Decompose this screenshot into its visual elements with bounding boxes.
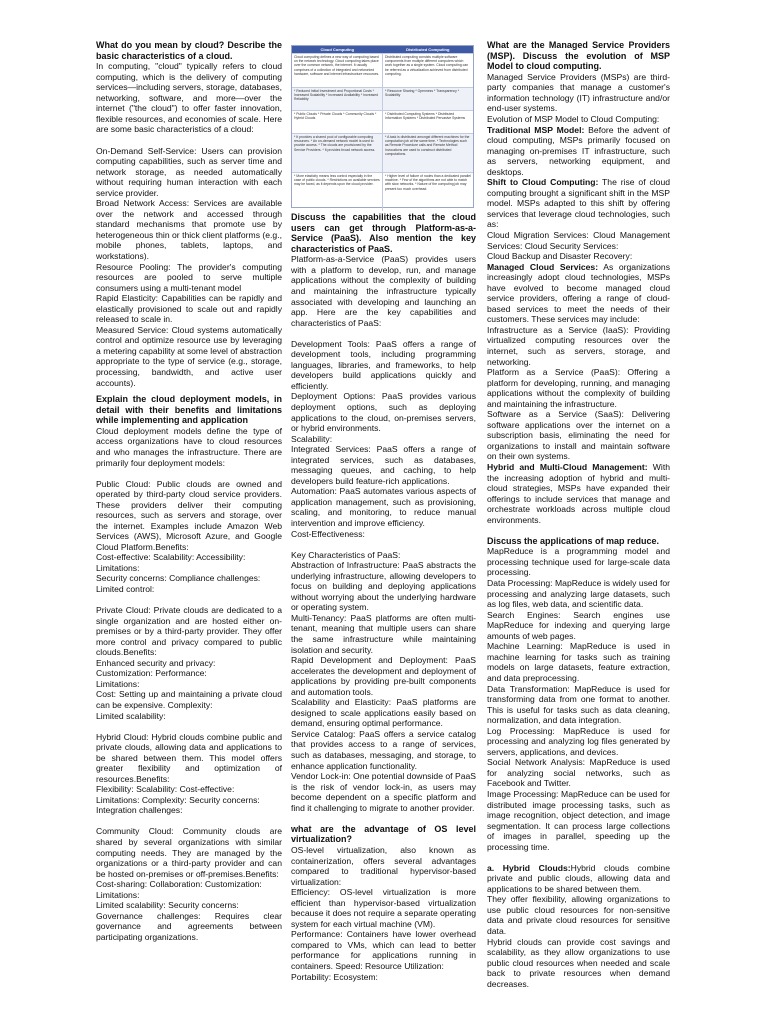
table-row — [292, 110, 473, 133]
paragraph: Platform-as-a-Service (PaaS) provides users with a platform to develop, run, and manage applications without the complexity of building and maintaining the infrastructure typically associated with developing and launching an app. Here are the key capabilities and characteristics of PaaS: — [291, 254, 476, 328]
table-row — [292, 133, 473, 172]
paragraph: OS-level virtualization, also known as containerization, offers several advantages compared to traditional hypervisor-based virtualization: — [291, 844, 476, 887]
paragraph: Evolution of MSP Model to Cloud Computing: — [487, 113, 660, 124]
paragraph: Hybrid Cloud: Hybrid clouds combine public and private clouds, allowing data and applications to be shared between them. This model offers greater flexibility and optimization of resources.Benefits: — [96, 731, 282, 784]
table-row — [292, 172, 473, 211]
list-item: Multi-Tenancy: PaaS platforms are often multi-tenant, meaning that multiple users can share the same infrastructure while maintaining isolation and security. — [291, 612, 476, 655]
comparison-table-image — [291, 45, 474, 208]
inline-text: Hybrid clouds combine private and public clouds, allowing data and applications to be shared between them. — [487, 862, 670, 894]
paragraph: Customization: Performance: — [96, 668, 207, 679]
paragraph: Private Cloud: Private clouds are dedicated to a single organization and are hosted either on-premises or by a third-party provider. They offer more control and privacy compared to public clouds.Benefits: — [96, 605, 282, 658]
paragraph — [487, 462, 670, 525]
list-item: Image Processing: MapReduce can be used for distributed image processing tasks, such as image recognition, object detection, and image segmentation. It can process large collections of images in parallel, speeding up the processing time. — [487, 788, 670, 852]
list-item: Development Tools: PaaS offers a range of development tools, including programming languages, libraries, and frameworks, to help developers build applications quickly and efficiently. — [291, 338, 476, 391]
table-cell: * More elasticity means less control especially in the case of public clouds. * Restrictions on available services may be faced, as it depends upon the cloud provider. — [292, 173, 383, 211]
paragraph: Enhanced security and privacy: — [96, 657, 216, 668]
table-cell: * Reduced Initial Investment and Proportional Costs * Increased Scalability * Increased Availability * Increased Reliability — [292, 88, 383, 110]
paragraph: Governance challenges: Requires clear governance and agreements between participating organizations. — [96, 910, 282, 942]
inline-text: Before the advent of cloud computing, MSPs primarily focused on managing on-premises IT infrastructure, such as servers, networking equipment, and desktops. — [487, 124, 670, 177]
column-right — [487, 40, 670, 989]
paragraph — [487, 177, 670, 230]
paragraph: Cloud Backup and Disaster Recovery: — [487, 251, 633, 262]
list-item: Vendor Lock-in: One potential downside of PaaS is the risk of vendor lock-in, as users may become dependent on a specific platform and find it challenging to migrate to another provider. — [291, 771, 476, 813]
table-cell: Distributed computing consists multiple software components from multiple different computers which work together as a single system. Cloud computing can be referred as a virtualization achieved from distributed computing. — [385, 55, 469, 76]
inline-text: The rise of cloud computing brought a significant shift in the MSP model. MSPs adapted to this shift by offering services that leverage cloud technologies, such as: — [487, 177, 670, 230]
table-cell: * It provides a shared pool of configurable computing resources. * An on-demand network model is used to provide access. * The clouds are provisioned by the Service Providers. * It provides broad network access. — [292, 134, 383, 172]
paragraph: Cost-effective: Scalability: Accessibility: — [96, 552, 246, 563]
table-header-cell: Distributed Computing — [406, 47, 450, 52]
list-item: Search Engines: Search engines use MapReduce for indexing and querying large amounts of web pages. — [487, 609, 670, 641]
table-row — [292, 53, 473, 87]
paragraph — [487, 125, 670, 178]
paragraph: Public Cloud: Public clouds are owned and operated by third-party cloud service providers. These providers deliver their computing resources, such as servers and storage, over the internet. Examples include Amazon Web Services (AWS), Microsoft Azure, and Google Cloud Platform.Benefits: — [96, 478, 282, 552]
table-cell: * A task is distributed amongst different machines for the computation job at the same time. * Technologies such as Remote Procedure calls and Remote Method Invocations are used to construct distributed computations. — [385, 135, 470, 156]
paragraph: Community Cloud: Community clouds are shared by several organizations with similar computing needs. They are managed by the organizations or a third-party provider and can be hosted on-premises or off-premises.Benefits: — [96, 826, 282, 879]
paragraph: Limited scalability: Security concerns: — [96, 900, 239, 911]
paragraph: Cost-sharing: Collaboration: Customization: — [96, 879, 262, 890]
paragraph: Limitations: — [96, 889, 140, 900]
paragraph: Key Characteristics of PaaS: — [291, 549, 401, 560]
table-header — [292, 46, 473, 53]
list-item: Cost-Effectiveness: — [291, 528, 365, 539]
bold-label: Hybrid and Multi-Cloud Management: — [487, 462, 648, 473]
table-cell: Cloud computing defines a new way of computing based on the network technology. Cloud computing takes place over the common network, the internet. It usually comprises of a collection of integrated and networked hardware, software and internet infrastructure resources. — [292, 54, 383, 87]
inline-text: With the increasing adoption of hybrid and multi-cloud strategies, MSPs have expanded their offerings to include services that manage and orchestrate workloads across multiple cloud environments. — [487, 462, 670, 525]
list-item: Data Transformation: MapReduce is used for transforming data from one format to another. This is useful for tasks such as data cleaning, normalization, and data integration. — [487, 683, 670, 726]
column-left — [96, 40, 282, 942]
paragraph: Security concerns: Compliance challenges: — [96, 573, 261, 584]
list-item: Automation: PaaS automates various aspects of application management, such as provisioning, scaling, and monitoring, to reduce manual intervention and improve efficiency. — [291, 486, 476, 528]
table-row — [292, 87, 473, 110]
list-item: Abstraction of Infrastructure: PaaS abstracts the underlying infrastructure, allowing developers to focus on building and deploying applications without worrying about the underlying hardware or operating system. — [291, 560, 476, 613]
list-item: Rapid Development and Deployment: PaaS accelerates the development and deployment of applications by providing pre-built components and automation tools. — [291, 655, 476, 697]
list-item: Broad Network Access: Services are available over the network and accessed through standard mechanisms that promote use by heterogeneous thin or thick client platforms (e.g., mobile phones, tablets, laptops, and workstations). — [96, 198, 282, 261]
inline-text: As organizations increasingly adopt cloud technologies, MSPs have evolved to become managed cloud service providers, offering a range of cloud-based services to meet the needs of their customers. These services may include: — [487, 261, 670, 325]
list-item: Data Processing: MapReduce is widely used for processing and analyzing large datasets, such as log files, web data, and scientific data. — [487, 578, 670, 610]
table-cell: * Resource Sharing * Openness * Transparency * Scalability — [385, 89, 460, 98]
list-item: Scalability: — [291, 433, 333, 444]
list-item: Efficiency: OS-level virtualization is more efficient than hypervisor-based virtualization because it does not require a separate operating system for each virtual machine (VM). — [291, 887, 476, 929]
paragraph: Cloud Migration Services: Cloud Management Services: Cloud Security Services: — [487, 229, 670, 251]
paragraph: Cost: Setting up and maintaining a private cloud can be expensive. Complexity: — [96, 689, 282, 710]
bold-label: Managed Cloud Services: — [487, 261, 599, 272]
question-msp-title: What are the Managed Service Providers (MSP). Discuss the evolution of MSP Model to cloud computing. — [487, 40, 670, 72]
list-item: Social Network Analysis: MapReduce is used for analyzing social networks, such as Facebook and Twitter. — [487, 757, 670, 789]
list-item: Rapid Elasticity: Capabilities can be rapidly and elastically provisioned to scale out and rapidly released to scale in. — [96, 293, 282, 325]
paragraph: Flexibility: Scalability: Cost-effective: — [96, 784, 235, 795]
question-cloud-title: What do you mean by cloud? Describe the basic characteristics of a cloud. — [96, 40, 282, 61]
list-item: Portability: Ecosystem: — [291, 971, 378, 982]
list-item: Log Processing: MapReduce is used for processing and analyzing log files generated by servers, applications, and devices. — [487, 725, 670, 757]
table-cell: * Distributed Computing Systems * Distributed Information Systems * Distributed Pervasive Systems — [385, 112, 466, 121]
list-item: Scalability and Elasticity: PaaS platforms are designed to scale applications easily based on demand, ensuring optimal performance. — [291, 697, 476, 729]
paragraph: In computing, "cloud" typically refers to cloud computing, which is the delivery of computing services—including servers, storage, databases, networking, software, and more—over the internet ("the cloud") to offer faster innovation, flexible resources, and economies of scale. Here are some basic characteristics of a cloud: — [96, 61, 282, 135]
bold-label: Shift to Cloud Computing: — [487, 177, 599, 188]
bold-label: Traditional MSP Model: — [487, 124, 585, 135]
bold-label: a. Hybrid Clouds: — [487, 862, 571, 873]
list-item: Integrated Services: PaaS offers a range of integrated services, such as databases, messaging queues, and caching, to help developers build feature-rich applications. — [291, 444, 476, 486]
list-item: On-Demand Self-Service: Users can provision computing capabilities, such as server time and network storage, as needed automatically without requiring human interaction with each service provider. — [96, 145, 282, 198]
paragraph — [487, 262, 670, 325]
table-header-cell: Cloud Computing — [320, 47, 355, 52]
paragraph: Limitations: — [96, 562, 140, 573]
question-os-virtualization-title: what are the advantage of OS level virtualization? — [291, 823, 476, 845]
list-item: Machine Learning: MapReduce is used in machine learning for tasks such as training models on large datasets, feature extraction, and data preprocessing. — [487, 641, 670, 683]
list-item: Infrastructure as a Service (IaaS): Providing virtualized computing resources over the internet, such as servers, storage, and networking. — [487, 324, 670, 367]
list-item: Resource Pooling: The provider's computing resources are pooled to serve multiple consumers using a multi-tenant model — [96, 261, 282, 293]
paragraph: Managed Service Providers (MSPs) are third-party companies that manage a customer's information technology (IT) infrastructure and/or end-user systems. — [487, 71, 670, 114]
list-item: Software as a Service (SaaS): Delivering software applications over the internet on a subscription basis, eliminating the need for organizations to install and maintain software on their own systems. — [487, 409, 670, 462]
paragraph — [487, 863, 670, 895]
question-mapreduce-title: Discuss the applications of map reduce. — [487, 535, 660, 546]
paragraph: Cloud deployment models define the type of access organizations have to cloud resources and who manages the infrastructure. There are primarily four deployment models: — [96, 425, 282, 468]
paragraph: Limitations: — [96, 678, 140, 689]
list-item: Deployment Options: PaaS provides various deployment options, such as deploying applications to the cloud, on-premises servers, or hybrid environments. — [291, 391, 476, 434]
paragraph: Limited control: — [96, 584, 155, 595]
paragraph: They offer flexibility, allowing organizations to use public cloud resources for non-sensitive data and private cloud resources for sensitive data. — [487, 894, 670, 937]
table-cell: * Higher level of failure of nodes than a dedicated parallel machine. * Few of the algorithms are not able to match with slow networks. * Nature of the computing job may present too much overhead. — [385, 174, 471, 191]
paragraph: Limitations: Complexity: Security concerns: — [96, 794, 260, 805]
list-item: Measured Service: Cloud systems automatically control and optimize resource use by leveraging a metering capability at some level of abstraction appropriate to the type of service (e.g., storage, processing, bandwidth, and active user accounts). — [96, 324, 282, 388]
paragraph: MapReduce is a programming model and processing technique used for large-scale data processing. — [487, 546, 670, 578]
column-middle — [291, 212, 476, 982]
paragraph: Limited scalability: — [96, 710, 166, 721]
paragraph: Integration challenges: — [96, 805, 183, 816]
list-item: Service Catalog: PaaS offers a service catalog that provides access to a range of services, such as databases, messaging, and storage, to enhance application functionality. — [291, 728, 476, 771]
question-deployment-title: Explain the cloud deployment models, in detail with their benefits and limitations while implementing and application — [96, 394, 282, 426]
question-paas-title: Discuss the capabilities that the cloud users can get through Platform-as-a-Service (PaaS). Also mention the key characteristics of PaaS. — [291, 212, 476, 254]
list-item: Platform as a Service (PaaS): Offering a platform for developing, running, and managing applications without the complexity of building and maintaining the infrastructure. — [487, 367, 670, 409]
paragraph: Hybrid clouds can provide cost savings and scalability, as they allow organizations to use public cloud resources when needed and scale back to private resources when demand decreases. — [487, 936, 670, 989]
table-cell: * Public Clouds * Private Clouds * Community Clouds * Hybrid Clouds — [292, 111, 383, 133]
list-item: Performance: Containers have lower overhead compared to VMs, which can lead to better performance for applications running in containers. Speed: Resource Utilization: — [291, 929, 476, 971]
